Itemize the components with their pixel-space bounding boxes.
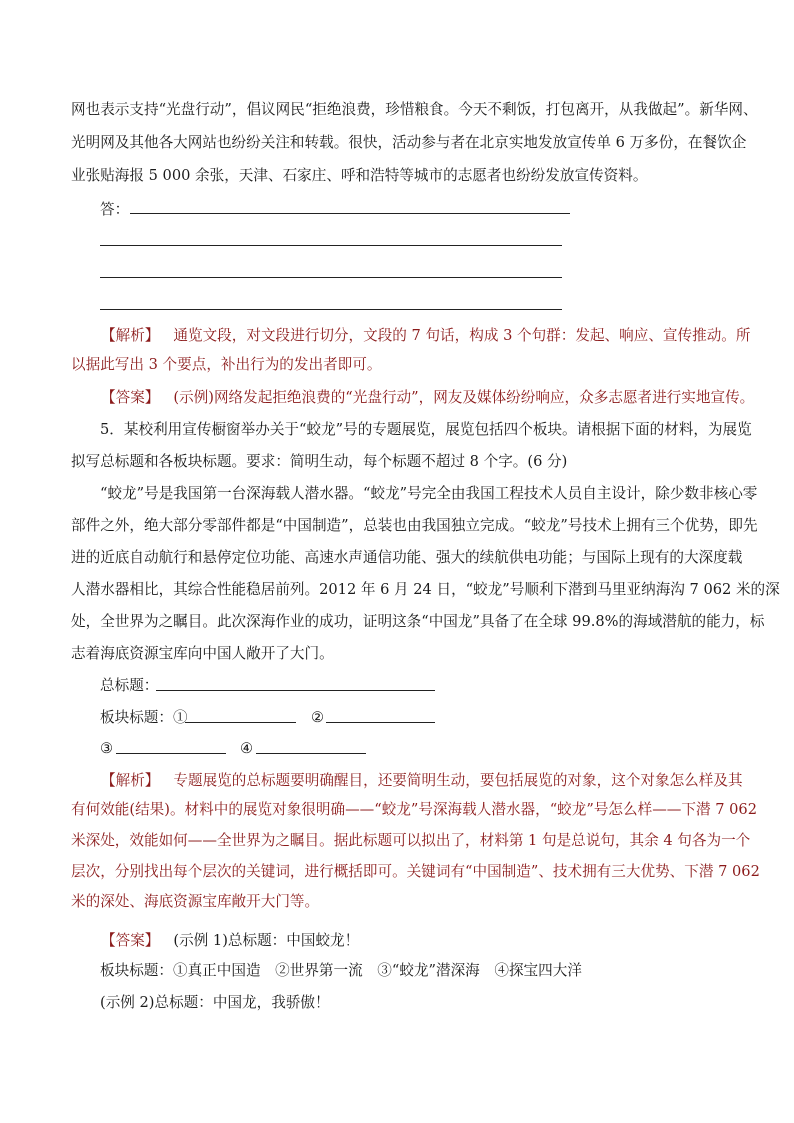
material-line: 处，全世界为之瞩目。此次深海作业的成功，证明这条“中国龙”具备了在全球 99.8%的海域潜航的能力，标 (71, 613, 765, 630)
analysis-tag: 【解析】 (101, 772, 160, 789)
material-line: 部件之外，绝大部分零部件都是“中国制造”，总装也由我国独立完成。“蛟龙”号技术上拥有三个优势，即先 (71, 517, 758, 534)
section-3-blank[interactable] (116, 753, 226, 754)
analysis-tag: 【解析】 (101, 327, 160, 344)
analysis-line: 有何效能(结果)。材料中的展览对象很明确——“蛟龙”号深海载人潜水器，“蛟龙”号怎么样——下潜 7 062 (71, 801, 757, 818)
answer-line (101, 931, 359, 951)
section-3-number: ③ (100, 740, 114, 757)
section-4-number: ④ (240, 740, 254, 757)
analysis-line (101, 771, 743, 791)
answer-blank-line[interactable] (130, 213, 570, 214)
answer-blank-line[interactable] (100, 277, 562, 278)
material-line: “蛟龙”号是我国第一台深海载人潜水器。“蛟龙”号完全由我国工程技术人员自主设计，除少数非核心零 (100, 485, 758, 502)
analysis-text: 通览文段，对文段进行切分，文段的 7 句话，构成 3 个句群：发起、响应、宣传推动。所 (173, 327, 751, 344)
main-title-label: 总标题： (100, 677, 159, 694)
section-title-label: 板块标题： (100, 709, 173, 726)
material-line: 人潜水器相比，其综合性能稳居前列。2012 年 6 月 24 日，“蛟龙”号顺利下潜到马里亚纳海沟 7 062 米的深 (71, 581, 780, 598)
analysis-line: 米的深处、海底资源宝库敞开大门等。 (71, 893, 320, 910)
analysis-line: 米深处，效能如何——全世界为之瞩目。据此标题可以拟出了，材料第 1 句是总说句，其余 4 句各为一个 (71, 832, 751, 849)
answer-text: (示例 1)总标题：中国蛟龙！ (173, 932, 360, 949)
answer-line (101, 388, 754, 408)
answer-label: 答： (100, 201, 130, 218)
answer-blank-line[interactable] (100, 245, 562, 246)
main-title-blank[interactable] (156, 690, 435, 691)
answer-line: (示例 2)总标题：中国龙，我骄傲！ (100, 994, 330, 1011)
question-line: 拟写总标题和各板块标题。要求：简明生动，每个标题不超过 8 个字。(6 分) (71, 453, 568, 470)
section-1-blank[interactable] (185, 722, 296, 723)
section-4-blank[interactable] (256, 753, 366, 754)
section-2-number: ② (311, 709, 325, 726)
answer-tag: 【答案】 (101, 389, 160, 406)
answer-blank-line[interactable] (100, 309, 562, 310)
text-line: 网也表示支持“光盘行动”，倡议网民“拒绝浪费，珍惜粮食。今天不剩饭，打包离开，从我做起”。新华网、 (71, 101, 758, 118)
analysis-line (101, 326, 751, 346)
section-2-blank[interactable] (326, 722, 435, 723)
main-title-row (100, 676, 158, 696)
material-line: 进的近底自动航行和悬停定位功能、高速水声通信功能、强大的续航供电功能；与国际上现有的大深度载 (71, 549, 743, 566)
answer-tag: 【答案】 (101, 932, 160, 949)
answer-line: 板块标题：①真正中国造 ②世界第一流 ③“蛟龙”潜深海 ④探宝四大洋 (100, 962, 582, 979)
text-line: 业张贴海报 5 000 余张，天津、石家庄、呼和浩特等城市的志愿者也纷纷发放宣传资料。 (71, 167, 648, 184)
analysis-text: 专题展览的总标题要明确醒目，还要简明生动，要包括展览的对象，这个对象怎么样及其 (173, 772, 743, 789)
text-line: 光明网及其他各大网站也纷纷关注和转载。很快，活动参与者在北京实地发放宣传单 6 万多份，在餐饮企 (71, 134, 747, 151)
section-1-number: ① (172, 709, 188, 726)
material-line: 志着海底资源宝库向中国人敞开了大门。 (71, 645, 334, 662)
analysis-line: 层次，分别找出每个层次的关键词，进行概括即可。关键词有“中国制造”、技术拥有三大优势、下潜 7 062 (71, 863, 760, 880)
question-line: 5．某校利用宣传橱窗举办关于“蛟龙”号的专题展览，展览包括四个板块。请根据下面的材料，为展览 (100, 421, 752, 438)
answer-text: (示例)网络发起拒绝浪费的“光盘行动”，网友及媒体纷纷响应，众多志愿者进行实地宣传。 (173, 389, 755, 406)
section-title-row (100, 708, 188, 728)
analysis-line: 以据此写出 3 个要点，补出行为的发出者即可。 (71, 356, 382, 373)
